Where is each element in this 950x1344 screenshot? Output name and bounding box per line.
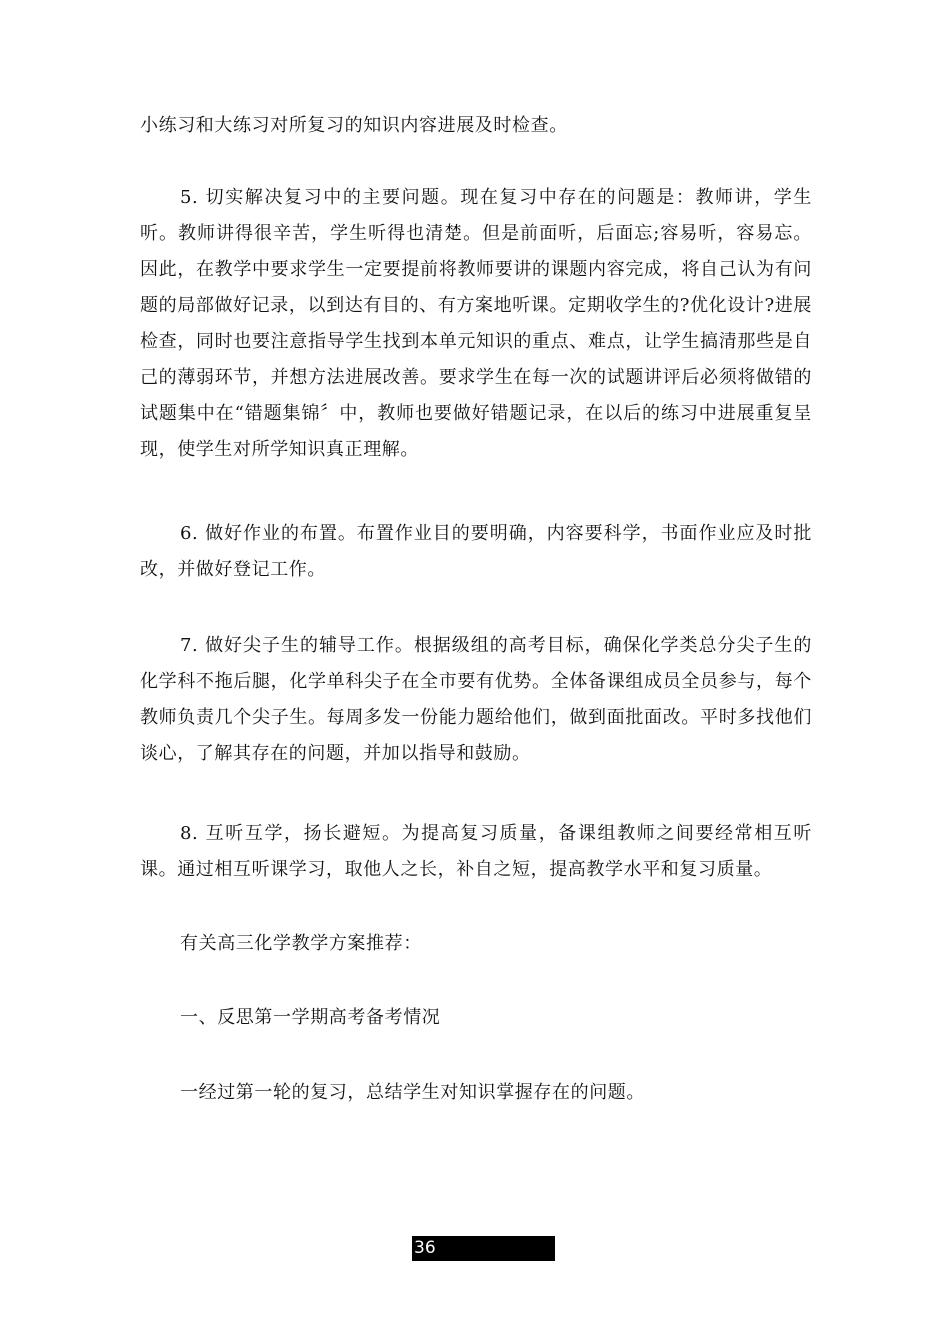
- paragraph-item-8: 8. 互听互学，扬长避短。为提高复习质量，备课组教师之间要经常相互听课。通过相互听课学习，取他人之长，补自之短，提高教学水平和复习质量。: [140, 823, 812, 880]
- section-intro: 有关高三化学教学方案推荐：: [180, 933, 422, 954]
- paragraph-item-5: 5. 切实解决复习中的主要问题。现在复习中存在的问题是：教师讲，学生听。教师讲得很辛苦，学生听得也清楚。但是前面听，后面忘;容易听，容易忘。因此，在教学中要求学生一定要提前将教师要讲的课题内容完成，将自己认为有问题的局部做好记录，以到达有目的、有方案地听课。定期收学生的?优化设计?进展检查，同时也要注意指导学生找到本单元知识的重点、难点，让学生搞清那些是自己的薄弱环节，并想方法进展改善。要求学生在每一次的试题讲评后必须将做错的试题集中在“错题集锦〞中，教师也要做好错题记录，在以后的练习中进展重复呈现，使学生对所学知识真正理解。: [140, 187, 812, 460]
- section-subheading: 一经过第一轮的复习，总结学生对知识掌握存在的问题。: [180, 1082, 645, 1103]
- paragraph-item-7: 7. 做好尖子生的辅导工作。根据级组的高考目标，确保化学类总分尖子生的化学科不拖后腿，化学单科尖子在全市要有优势。全体备课组成员全员参与，每个教师负责几个尖子生。每周多发一份能力题给他们，做到面批面改。平时多找他们谈心，了解其存在的问题，并加以指导和鼓励。: [140, 635, 812, 764]
- section-heading: 一、反思第一学期高考备考情况: [180, 1007, 441, 1028]
- paragraph-item-6: 6. 做好作业的布置。布置作业目的要明确，内容要科学，书面作业应及时批改，并做好登记工作。: [140, 523, 812, 580]
- page-number: 36: [412, 1236, 555, 1261]
- paragraph-continuation: 小练习和大练习对所复习的知识内容进展及时检查。: [140, 115, 568, 136]
